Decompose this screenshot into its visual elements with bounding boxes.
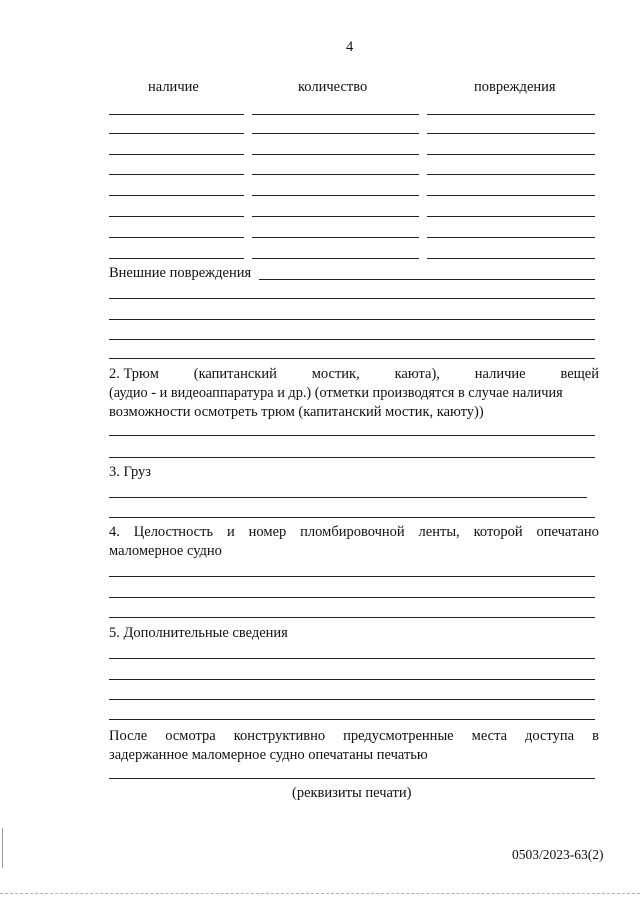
section-5-fill-line[interactable]: [109, 699, 595, 700]
table-line[interactable]: [109, 258, 244, 259]
table-line[interactable]: [252, 154, 419, 155]
word: пломбировочной: [300, 524, 405, 540]
word: Целостность: [133, 524, 214, 540]
word: доступа: [525, 728, 575, 744]
word: в: [592, 728, 599, 744]
section-2-line-3: возможности осмотреть трюм (капитанский мостик, каюту)): [109, 404, 484, 420]
external-damage-line[interactable]: [109, 298, 595, 299]
word: осмотра: [165, 728, 216, 744]
table-line[interactable]: [109, 216, 244, 217]
section-4-fill-line[interactable]: [109, 617, 595, 618]
word: конструктивно: [233, 728, 326, 744]
table-line[interactable]: [252, 174, 419, 175]
section-3-fill-line[interactable]: [109, 517, 595, 518]
table-line[interactable]: [109, 195, 244, 196]
word: ленты,: [418, 524, 460, 540]
word: 4.: [109, 524, 120, 540]
closing-line-1: [109, 727, 599, 746]
scan-bottom-edge: [0, 893, 640, 894]
section-2-fill-line[interactable]: [109, 457, 595, 458]
section-4-line-2: маломерное судно: [109, 543, 222, 559]
column-header-quantity: количество: [298, 79, 368, 95]
word: номер: [248, 524, 287, 540]
section-3-cargo-label: 3. Груз: [109, 464, 152, 480]
table-line[interactable]: [109, 114, 244, 115]
section-2-line-1: [109, 365, 599, 384]
external-damage-line[interactable]: [109, 339, 595, 340]
column-header-presence: наличие: [148, 79, 199, 95]
section-4-fill-line[interactable]: [109, 597, 595, 598]
section-4-fill-line[interactable]: [109, 576, 595, 577]
table-line[interactable]: [109, 174, 244, 175]
external-damage-line[interactable]: [259, 279, 595, 280]
table-line[interactable]: [427, 174, 595, 175]
table-line[interactable]: [252, 237, 419, 238]
word: места: [471, 728, 508, 744]
table-line[interactable]: [252, 133, 419, 134]
table-line[interactable]: [427, 195, 595, 196]
document-code: 0503/2023-63(2): [512, 847, 604, 862]
table-line[interactable]: [427, 114, 595, 115]
external-damage-line[interactable]: [109, 358, 595, 359]
seal-details-line[interactable]: [109, 778, 595, 779]
table-line[interactable]: [109, 133, 244, 134]
table-line[interactable]: [427, 258, 595, 259]
word: опечатано: [536, 524, 599, 540]
section-3-fill-line[interactable]: [109, 497, 587, 498]
external-damage-line[interactable]: [109, 319, 595, 320]
section-2-fill-line[interactable]: [109, 435, 595, 436]
word: мостик,: [311, 366, 360, 382]
word: и: [226, 524, 235, 540]
table-line[interactable]: [252, 114, 419, 115]
section-2-line-2: (аудио - и видеоаппаратура и др.) (отметки производятся в случае наличия: [109, 385, 563, 401]
table-line[interactable]: [427, 133, 595, 134]
section-5-fill-line[interactable]: [109, 719, 595, 720]
section-5-additional-label: 5. Дополнительные сведения: [109, 625, 288, 641]
word: предусмотренные: [343, 728, 454, 744]
page-number: 4: [346, 39, 354, 55]
section-5-fill-line[interactable]: [109, 679, 595, 680]
word: вещей: [560, 366, 599, 382]
table-line[interactable]: [109, 154, 244, 155]
word: наличие: [474, 366, 526, 382]
table-line[interactable]: [252, 216, 419, 217]
word: каюта),: [394, 366, 440, 382]
word: (капитанский: [193, 366, 277, 382]
table-line[interactable]: [427, 216, 595, 217]
word: которой: [473, 524, 523, 540]
external-damage-label: Внешние повреждения: [109, 265, 252, 281]
section-5-fill-line[interactable]: [109, 658, 595, 659]
section-4-line-1: [109, 523, 599, 542]
table-line[interactable]: [427, 237, 595, 238]
table-line[interactable]: [109, 237, 244, 238]
table-line[interactable]: [427, 154, 595, 155]
closing-line-2: задержанное маломерное судно опечатаны печатью: [109, 747, 428, 763]
seal-details-caption: (реквизиты печати): [292, 785, 412, 801]
table-line[interactable]: [252, 258, 419, 259]
word: После: [109, 728, 148, 744]
word: 2. Трюм: [109, 366, 159, 382]
scan-edge-mark: [2, 828, 3, 868]
column-header-damage: повреждения: [474, 79, 556, 95]
table-line[interactable]: [252, 195, 419, 196]
